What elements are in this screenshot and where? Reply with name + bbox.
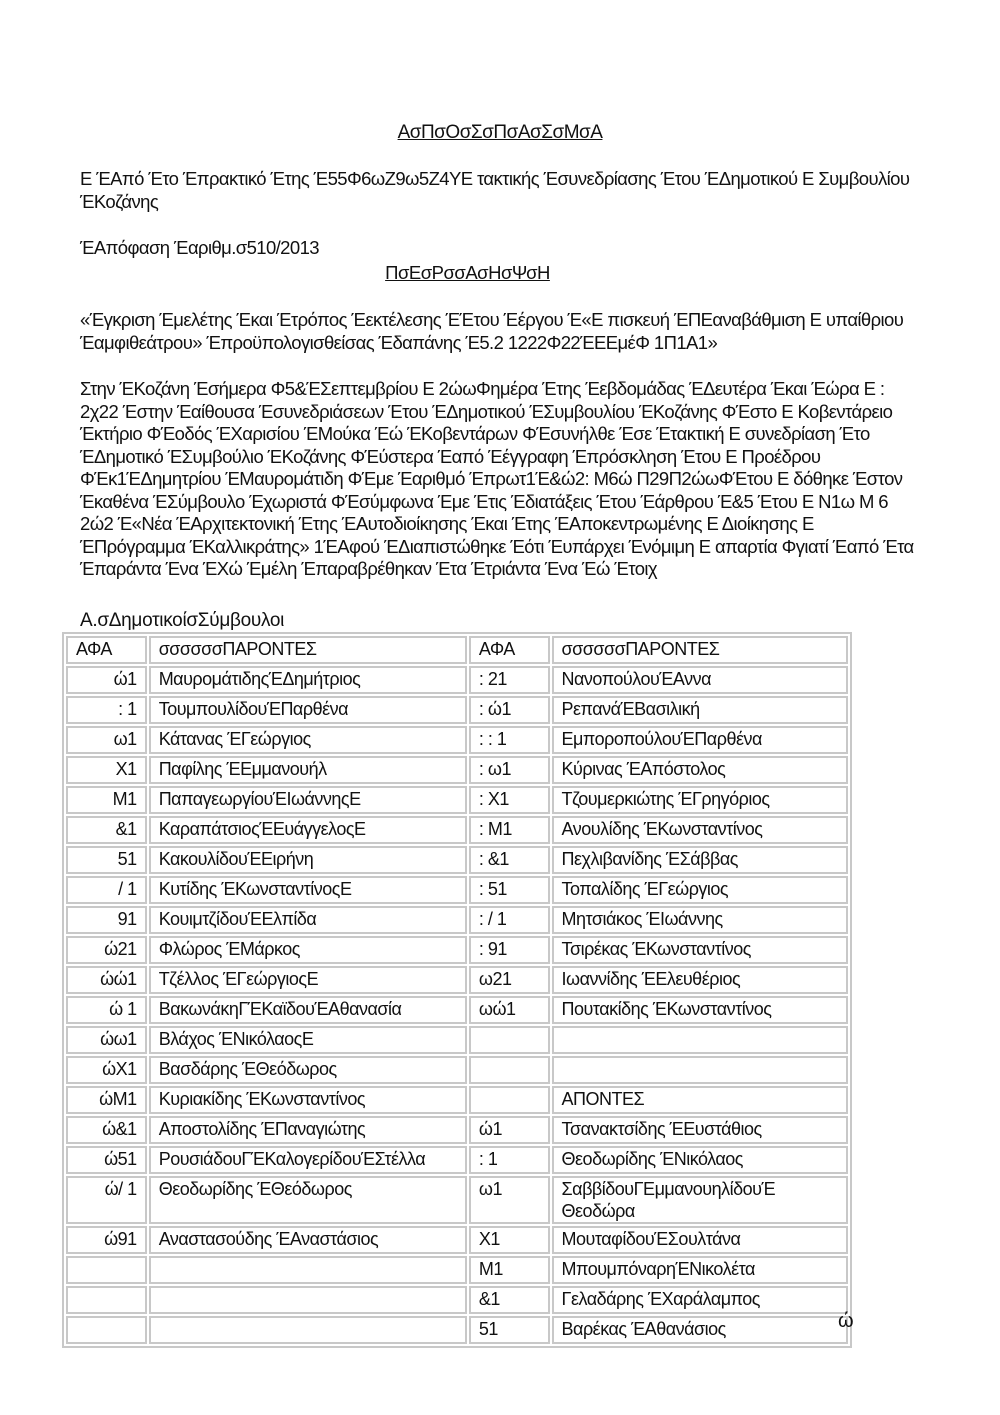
row-number-right: : 21	[469, 666, 550, 694]
row-number-right	[469, 1086, 550, 1114]
member-name-left: ΡουσιάδουΓΈΚαλογερίδουΈΣτέλλα	[149, 1146, 467, 1174]
row-number-right: ώ1	[469, 1116, 550, 1144]
table-row	[66, 966, 848, 994]
member-name-right: Γελαδάρης ΈΧαράλαμπος	[552, 1286, 848, 1314]
table-row	[66, 1056, 848, 1084]
header-present-left: σσσσσσΠΑΡΟΝΤΕΣ	[149, 636, 467, 664]
table-row	[66, 906, 848, 934]
member-name-right: Πεχλιβανίδης ΈΣάββας	[552, 846, 848, 874]
row-number-right: : : 1	[469, 726, 550, 754]
row-number-left: ώ/ 1	[66, 1176, 147, 1224]
row-number-right	[469, 1026, 550, 1054]
row-number-left	[66, 1316, 147, 1344]
table-row	[66, 1286, 848, 1314]
member-name-left: Κάτανας ΈΓεώργιος	[149, 726, 467, 754]
member-name-left: ΠαπαγεωργίουΈΙωάννηςΕ	[149, 786, 467, 814]
member-name-left: ΜαυρομάτιδηςΈΔημήτριος	[149, 666, 467, 694]
row-number-left: ώώ1	[66, 966, 147, 994]
table-header-row	[66, 636, 848, 664]
member-name-right: Τζουμερκιώτης ΈΓρηγόριος	[552, 786, 848, 814]
row-number-right: &1	[469, 1286, 550, 1314]
member-name-left: ΒακωνάκηΓΈΚαϊδουΈΑθανασία	[149, 996, 467, 1024]
member-name-right: ΕμποροπούλουΈΠαρθένα	[552, 726, 848, 754]
row-number-left: ώΧ1	[66, 1056, 147, 1084]
row-number-left: 51	[66, 846, 147, 874]
row-number-right: : ω1	[469, 756, 550, 784]
row-number-right: : 91	[469, 936, 550, 964]
member-name-left: Θεοδωρίδης ΈΘεόδωρος	[149, 1176, 467, 1224]
row-number-left	[66, 1286, 147, 1314]
table-row	[66, 1226, 848, 1254]
header-num-right: ΑΦΑ	[469, 636, 550, 664]
member-name-right: Τοπαλίδης ΈΓεώργιος	[552, 876, 848, 904]
table-row	[66, 846, 848, 874]
row-number-right: : / 1	[469, 906, 550, 934]
member-name-right: Τσανακτσίδης ΈΕυστάθιος	[552, 1116, 848, 1144]
decision-number: ΈΑπόφαση Έαριθμ.σ510/2013	[80, 237, 319, 258]
row-number-left: Μ1	[66, 786, 147, 814]
member-name-right: ΝανοπούλουΈΑννα	[552, 666, 848, 694]
row-number-right: ω21	[469, 966, 550, 994]
row-number-left: ώ 1	[66, 996, 147, 1024]
table-row	[66, 1256, 848, 1284]
row-number-right: Μ1	[469, 1256, 550, 1284]
row-number-right	[469, 1056, 550, 1084]
table-row	[66, 786, 848, 814]
row-number-right: : Χ1	[469, 786, 550, 814]
row-number-left: ώ1	[66, 666, 147, 694]
header-num-left: ΑΦΑ	[66, 636, 147, 664]
table-row	[66, 1146, 848, 1174]
row-number-right: : 51	[469, 876, 550, 904]
member-name-right: Κύρινας ΈΑπόστολος	[552, 756, 848, 784]
table-row	[66, 876, 848, 904]
table-row	[66, 666, 848, 694]
member-name-left: Αποστολίδης ΈΠαναγιώτης	[149, 1116, 467, 1144]
document-subtitle: ΠσΕσΡσσΑσΗσΨσΗ	[385, 262, 550, 283]
member-name-right: Πουτακίδης ΈΚωνσταντίνος	[552, 996, 848, 1024]
member-name-left: ΚαραπάτσιοςΈΕυάγγελοςΕ	[149, 816, 467, 844]
row-number-left: ώ51	[66, 1146, 147, 1174]
member-name-left: Κυτίδης ΈΚωνσταντίνοςΕ	[149, 876, 467, 904]
table-row	[66, 726, 848, 754]
document-title: ΑσΠσΟσΣσΠσΑσΣσΜσΑ	[397, 122, 603, 143]
table-row	[66, 816, 848, 844]
body-paragraph: Στην ΈΚοζάνη Έσήμερα Φ5&ΈΣεπτεμβρίου Ε 2ώωΦημέρα Έτης Έεβδομάδας ΈΔευτέρα Έκαι Έώρα Ε : 2χ22 Έστην Έαίθουσα Έσυνεδριάσεων Έτου ΈΔημοτικού ΈΣυμβουλίου ΈΚοζάνης ΦΈστο Ε Κοβεντάρειο Έκτήριο ΦΈοδός ΈΧαρισίου ΈΜούκα Έώ ΈΚοβεντάρων ΦΈσυνήλθε Έσε Έτακτική Ε συνεδρίαση Έτο ΈΔημοτικό ΈΣυμβούλιο ΈΚοζάνης ΦΈύστερα Έαπό Έέγγραφη Έπρόσκληση Έτου Ε Προέδρου ΦΈκ1ΈΔημητρίου ΈΜαυρομάτιδη ΦΈμε Έαριθμό Έπρωτ1Έ&ώ2: Μ6ώ Π29Π2ώωΦΈτου Ε δόθηκε Έστον Έκαθένα ΈΣύμβουλο Έχωριστά ΦΈσύμφωνα Έμε Έτις Έδιατάξεις Έτου Έάρθρου Έ&5 Έτου Ε Ν1ω Μ 6 2ώ2 Έ«Νέα ΈΑρχιτεκτονική Έτης ΈΑυτοδιοίκησης Έκαι Έτης ΈΑποκεντρωμένης Ε Διοίκησης Ε ΈΠρόγραμμα ΈΚαλλικράτης» 1ΈΑφού ΈΔιαπιστώθηκε Έότι Έυπάρχει Ένόμιμη Ε απαρτία Φγιατί Έαπό Έτα Έπαράντα Ένα ΈΧώ Έμέλη Έπαραβρέθηκαν Έτα Έτριάντα Ένα Έώ Έτοιχ	[80, 378, 914, 579]
member-name-left	[149, 1316, 467, 1344]
member-name-right: ΡεπανάΈΒασιλική	[552, 696, 848, 724]
row-number-right: ωώ1	[469, 996, 550, 1024]
row-number-left: : 1	[66, 696, 147, 724]
header-present-right: σσσσσσΠΑΡΟΝΤΕΣ	[552, 636, 848, 664]
section-label: Α.σΔημοτικοίσΣύμβουλοι	[80, 610, 285, 631]
row-number-left: ώ&1	[66, 1116, 147, 1144]
row-number-left: ώ91	[66, 1226, 147, 1254]
row-number-left: / 1	[66, 876, 147, 904]
row-number-left: 91	[66, 906, 147, 934]
page-number: ώ	[838, 1310, 854, 1332]
member-name-right	[552, 1056, 848, 1084]
row-number-left: ώω1	[66, 1026, 147, 1054]
member-name-right: ΑΠΟΝΤΕΣ	[552, 1086, 848, 1114]
row-number-left: ώ21	[66, 936, 147, 964]
table-row	[66, 936, 848, 964]
member-name-right: ΜπουμπόναρηΈΝικολέτα	[552, 1256, 848, 1284]
row-number-right: ω1	[469, 1176, 550, 1224]
member-name-right: Θεοδωρίδης ΈΝικόλαος	[552, 1146, 848, 1174]
row-number-right: : &1	[469, 846, 550, 874]
table-row	[66, 996, 848, 1024]
table-row	[66, 1086, 848, 1114]
row-number-left	[66, 1256, 147, 1284]
table-row	[66, 696, 848, 724]
member-name-right: Βαρέκας ΈΑθανάσιος	[552, 1316, 848, 1344]
table-row	[66, 1026, 848, 1054]
member-name-left	[149, 1256, 467, 1284]
intro-paragraph: Ε ΈΑπό Έτο Έπρακτικό Έτης Έ55Φ6ωΖ9ω5Ζ4ΥΕ τακτικής Έσυνεδρίασης Έτου ΈΔημοτικού Ε Συμβουλίου ΈΚοζάνης	[80, 168, 910, 212]
table-row	[66, 1176, 848, 1224]
member-name-left: Παφίλης ΈΕμμανουήλ	[149, 756, 467, 784]
table-row	[66, 1116, 848, 1144]
table-row	[66, 1316, 848, 1344]
row-number-left: ω1	[66, 726, 147, 754]
row-number-left: &1	[66, 816, 147, 844]
member-name-left: Τζέλλος ΈΓεώργιοςΕ	[149, 966, 467, 994]
row-number-right: : Μ1	[469, 816, 550, 844]
row-number-left: ώΜ1	[66, 1086, 147, 1114]
member-name-right: ΣαββίδουΓΕμμανουηλίδουΈ Θεοδώρα	[552, 1176, 848, 1224]
council-members-table	[62, 632, 852, 1348]
member-name-left: Βασδάρης ΈΘεόδωρος	[149, 1056, 467, 1084]
member-name-left: Αναστασούδης ΈΑναστάσιος	[149, 1226, 467, 1254]
member-name-right: Τσιρέκας ΈΚωνσταντίνος	[552, 936, 848, 964]
row-number-right: 51	[469, 1316, 550, 1344]
subject-paragraph: «Έγκριση Έμελέτης Έκαι Έτρόπος Έεκτέλεσης ΈΈτου Έέργου Έ«Ε πισκευή ΈΠΕαναβάθμιση Ε υπαίθριου Έαμφιθεάτρου» Έπροϋπολογισθείσας Έδαπάνης Έ5.2 1222Φ22ΈΕΕμέΦ 1Π1Α1»	[80, 309, 904, 353]
member-name-left: ΤουμπουλίδουΈΠαρθένα	[149, 696, 467, 724]
member-name-left: ΚουιμτζίδουΈΕλπίδα	[149, 906, 467, 934]
member-name-left: Κυριακίδης ΈΚωνσταντίνος	[149, 1086, 467, 1114]
member-name-right: Μητσιάκος ΈΙωάννης	[552, 906, 848, 934]
row-number-right: Χ1	[469, 1226, 550, 1254]
member-name-right: ΜουταφίδουΈΣουλτάνα	[552, 1226, 848, 1254]
row-number-right: : ώ1	[469, 696, 550, 724]
member-name-left: ΚακουλίδουΈΕιρήνη	[149, 846, 467, 874]
member-name-left: Φλώρος ΈΜάρκος	[149, 936, 467, 964]
row-number-left: Χ1	[66, 756, 147, 784]
member-name-right: Ανουλίδης ΈΚωνσταντίνος	[552, 816, 848, 844]
member-name-right	[552, 1026, 848, 1054]
member-name-right: Ιωαννίδης ΈΕλευθέριος	[552, 966, 848, 994]
row-number-right: : 1	[469, 1146, 550, 1174]
member-name-left	[149, 1286, 467, 1314]
member-name-left: Βλάχος ΈΝικόλαοςΕ	[149, 1026, 467, 1054]
table-row	[66, 756, 848, 784]
